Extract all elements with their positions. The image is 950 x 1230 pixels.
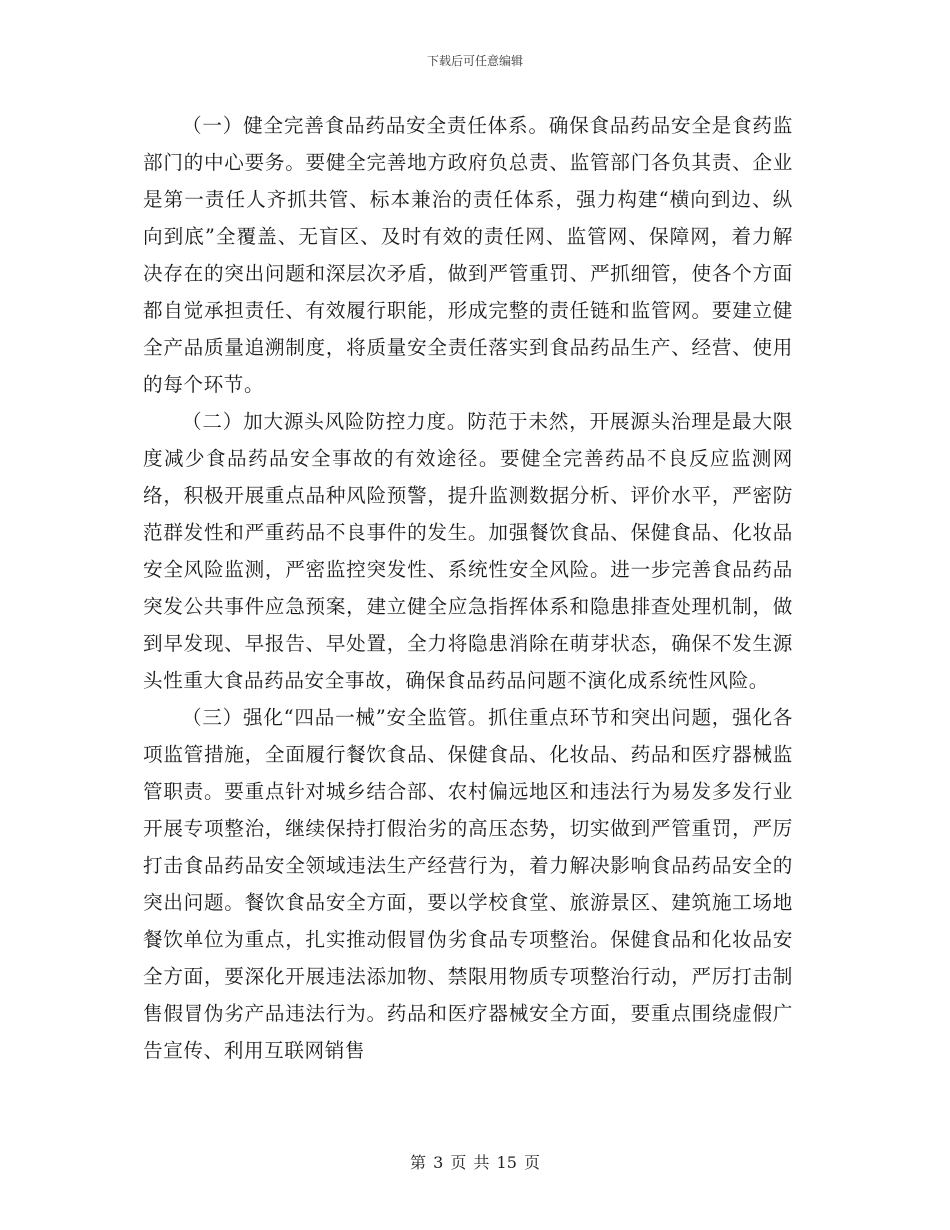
- paragraph-2: （二）加大源头风险防控力度。防范于未然，开展源头治理是最大限度减少食品药品安全事故的有效途径。要健全完善药品不良反应监测网络，积极开展重点品种风险预警，提升监测数据分析、评价水平，严密防范群发性和严重药品不良事件的发生。加强餐饮食品、保健食品、化妆品安全风险监测，严密监控突发性、系统性安全风险。进一步完善食品药品突发公共事件应急预案，建立健全应急指挥体系和隐患排查处理机制，做到早发现、早报告、早处置，全力将隐患消除在萌芽状态，确保不发生源头性重大食品药品安全事故，确保食品药品问题不演化成系统性风险。: [143, 410, 793, 692]
- page-header-note: 下载后可任意编辑: [426, 54, 523, 68]
- document-body: [143, 107, 793, 1069]
- paragraph-3: （三）强化“四品一械”安全监管。抓住重点环节和突出问题，强化各项监管措施，全面履行餐饮食品、保健食品、化妆品、药品和医疗器械监管职责。要重点针对城乡结合部、农村偏远地区和违法行为易发多发行业开展专项整治，继续保持打假治劣的高压态势，切实做到严管重罚，严厉打击食品药品安全领域违法生产经营行为，着力解决影响食品药品安全的突出问题。餐饮食品安全方面，要以学校食堂、旅游景区、建筑施工场地餐饮单位为重点，扎实推动假冒伪劣食品专项整治。保健食品和化妆品安全方面，要深化开展违法添加物、禁限用物质专项整治行动，严厉打击制售假冒伪劣产品违法行为。药品和医疗器械安全方面，要重点围绕虚假广告宣传、利用互联网销售: [143, 706, 793, 1062]
- page-number: 第 3 页 共 15 页: [410, 1153, 540, 1172]
- paragraph-1: （一）健全完善食品药品安全责任体系。确保食品药品安全是食药监部门的中心要务。要健全完善地方政府负总责、监管部门各负其责、企业是第一责任人齐抓共管、标本兼治的责任体系，强力构建“横向到边、纵向到底”全覆盖、无盲区、及时有效的责任网、监管网、保障网，着力解决存在的突出问题和深层次矛盾，做到严管重罚、严抓细管，使各个方面都自觉承担责任、有效履行职能，形成完整的责任链和监管网。要建立健全产品质量追溯制度，将质量安全责任落实到食品药品生产、经营、使用的每个环节。: [143, 114, 793, 396]
